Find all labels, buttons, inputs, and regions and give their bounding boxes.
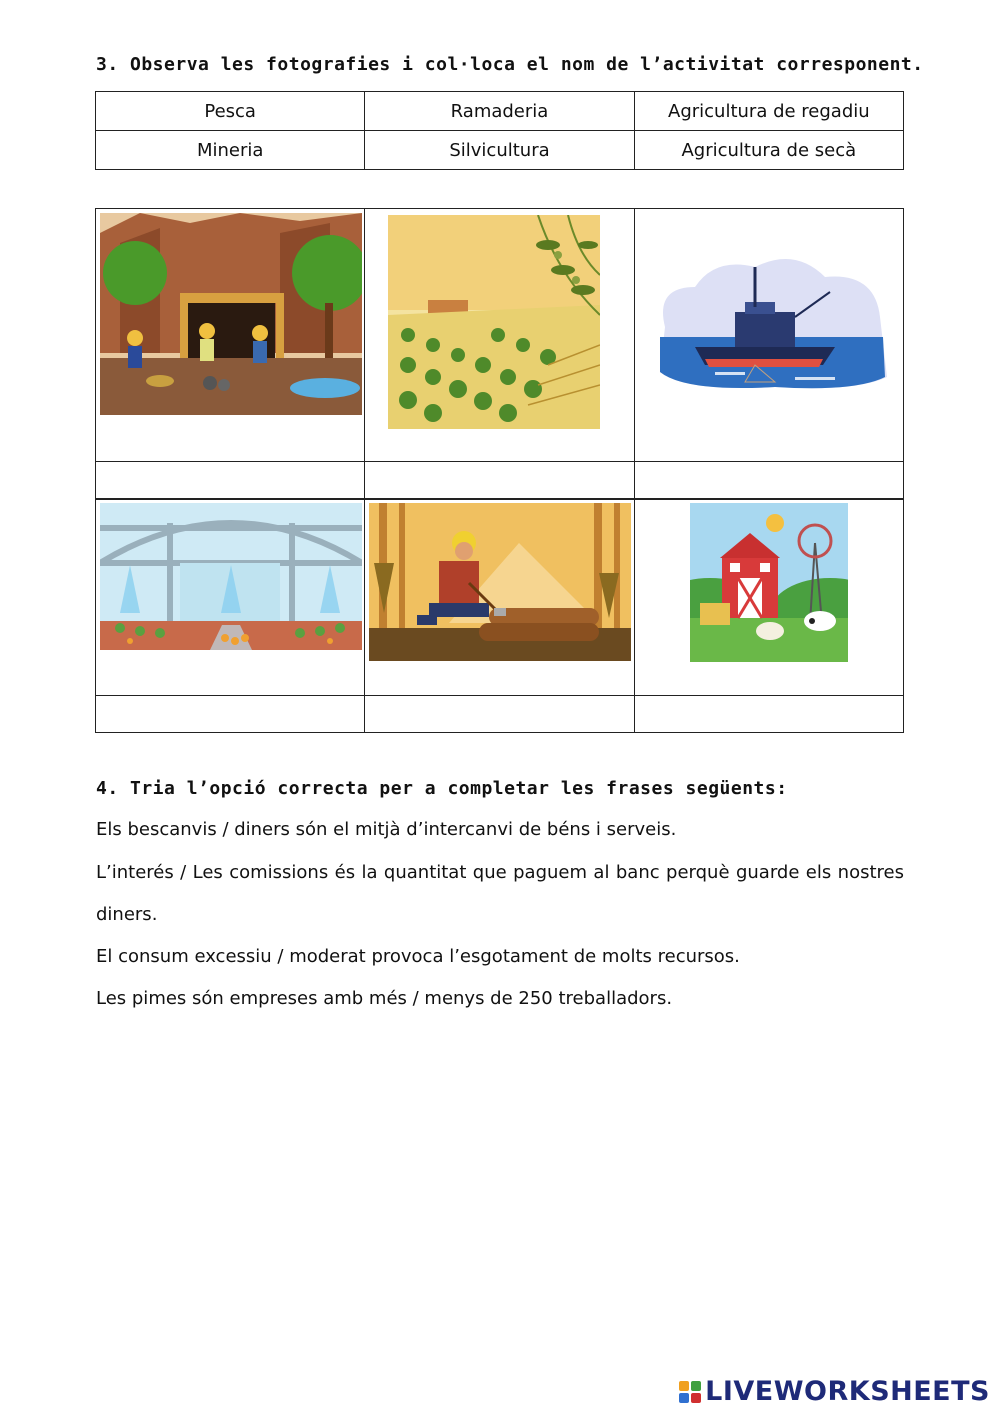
logo-mark-icon bbox=[679, 1381, 701, 1403]
sentence-3: El consum excessiu / moderat provoca l’esgotament de molts recursos. bbox=[96, 946, 740, 967]
sentence-4: Les pimes són empreses amb més / menys de 250 treballadors. bbox=[96, 988, 673, 1009]
answer-box-3[interactable] bbox=[634, 462, 903, 499]
photo-cell-mining bbox=[96, 209, 365, 462]
photo-grid-top bbox=[95, 208, 904, 499]
photo-cell-farm bbox=[634, 500, 903, 696]
sentence-1: Els bescanvis / diners són el mitjà d’intercanvi de béns i serveis. bbox=[96, 819, 677, 840]
greenhouse-image bbox=[100, 503, 362, 650]
answer-box-5[interactable] bbox=[365, 696, 634, 733]
word-pesca: Pesca bbox=[96, 92, 365, 131]
fishing-boat-image bbox=[655, 247, 887, 392]
mining-image bbox=[100, 213, 362, 415]
word-mineria: Mineria bbox=[96, 131, 365, 170]
answer-box-1[interactable] bbox=[96, 462, 365, 499]
forestry-image bbox=[369, 503, 631, 661]
word-bank-table bbox=[95, 91, 904, 170]
word-silvicultura: Silvicultura bbox=[365, 131, 634, 170]
word-agricultura-seca: Agricultura de secà bbox=[634, 131, 903, 170]
answer-box-6[interactable] bbox=[634, 696, 903, 733]
sentence-2: L’interés / Les comissions és la quantitat que paguem al banc perquè guarde els nostres diners. bbox=[96, 862, 904, 925]
word-agricultura-regadiu: Agricultura de regadiu bbox=[634, 92, 903, 131]
word-ramaderia: Ramaderia bbox=[365, 92, 634, 131]
photo-cell-fishing bbox=[634, 209, 903, 462]
liveworksheets-logo bbox=[679, 1376, 990, 1407]
photo-cell-greenhouse bbox=[96, 500, 365, 696]
answer-box-2[interactable] bbox=[365, 462, 634, 499]
photo-cell-olives bbox=[365, 209, 634, 462]
photo-grid-bottom bbox=[95, 499, 904, 733]
logo-text: LIVEWORKSHEETS bbox=[705, 1376, 990, 1407]
photo-cell-forestry bbox=[365, 500, 634, 696]
farm-image bbox=[690, 503, 848, 662]
exercise-4-title: 4. Tria l’opció correcta per a completar les frases següents: bbox=[96, 778, 788, 799]
answer-box-4[interactable] bbox=[96, 696, 365, 733]
exercise-3-title: 3. Observa les fotografies i col·loca el nom de l’activitat corresponent. bbox=[96, 54, 924, 75]
olive-field-image bbox=[388, 215, 600, 429]
